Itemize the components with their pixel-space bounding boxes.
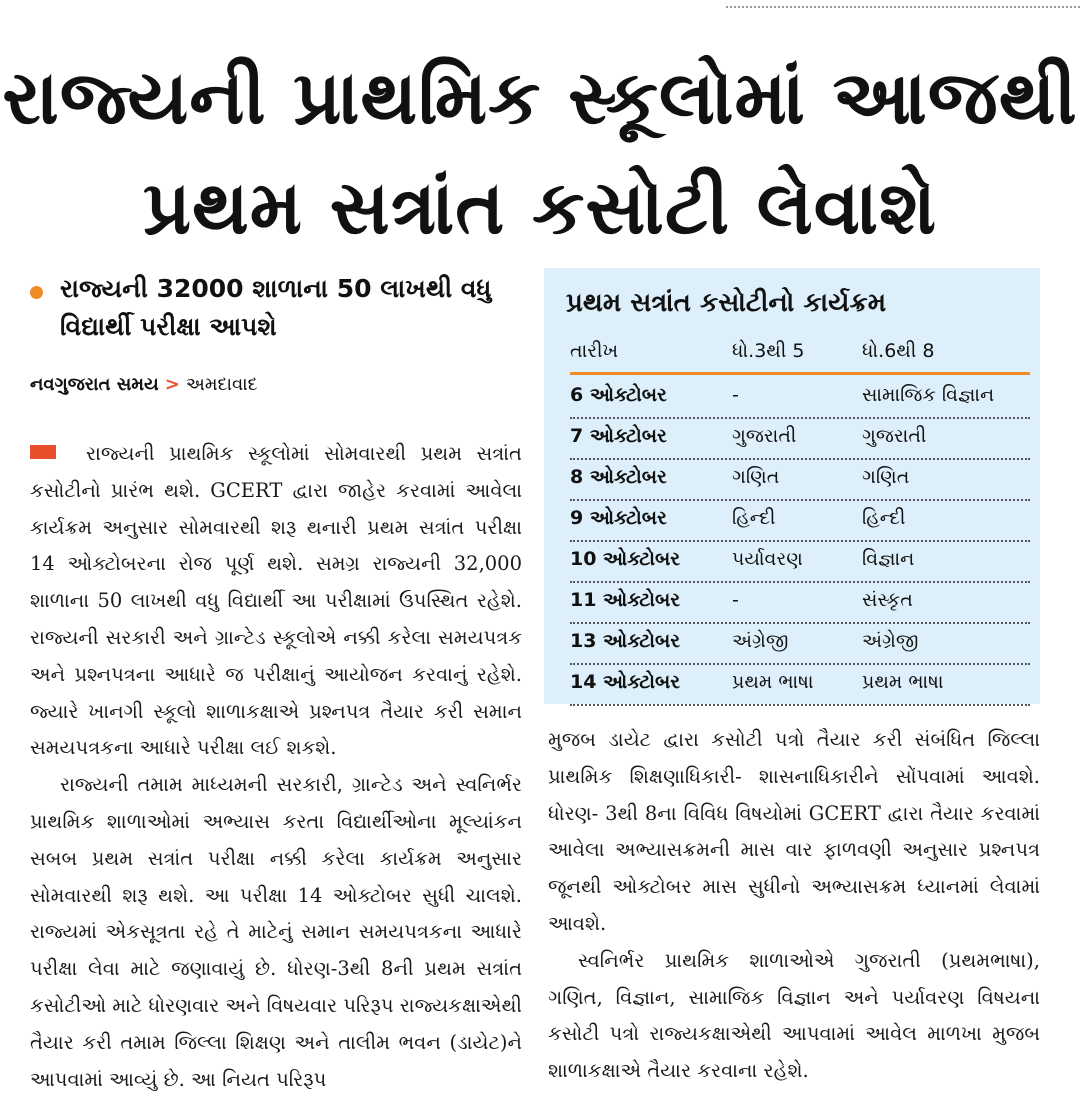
row-subject-3-5: અંગ્રેજી: [732, 630, 789, 652]
row-subject-6-8: ગુજરાતી: [862, 425, 927, 447]
header-date: તારીખ: [570, 340, 619, 362]
row-subject-6-8: વિજ્ઞાન: [862, 548, 915, 570]
byline-source: નવગુજરાત સમય: [30, 374, 159, 395]
row-date: 11 ઓક્ટોબર: [570, 589, 681, 611]
row-subject-3-5: ગુજરાતી: [732, 425, 797, 447]
table-row: [570, 581, 1030, 624]
table-row: [570, 417, 1030, 460]
article-column-2: [548, 722, 1040, 1090]
subheadline: રાજ્યની 32000 શાળાના 50 લાખથી વધુ વિદ્યાર્થી પરીક્ષા આપશે: [60, 274, 492, 341]
row-subject-6-8: પ્રથમ ભાષા: [862, 671, 944, 693]
table-row: [570, 458, 1030, 501]
table-row: [570, 376, 1030, 419]
row-subject-6-8: હિન્દી: [862, 507, 906, 529]
top-dotted-rule: [726, 0, 1080, 8]
row-date: 9 ઓક્ટોબર: [570, 507, 667, 529]
schedule-title: પ્રથમ સત્રાંત કસોટીનો કાર્યક્રમ: [566, 288, 887, 318]
header-std-3-5: ધો.3થી 5: [732, 340, 805, 362]
row-subject-3-5: પ્રથમ ભાષા: [732, 671, 814, 693]
row-subject-3-5: -: [732, 589, 739, 611]
table-row: [570, 499, 1030, 542]
headline-line-1: રાજ્યની પ્રાથમિક સ્કૂલોમાં આજથી: [2, 55, 1078, 141]
table-row: [570, 663, 1030, 706]
table-row: [570, 622, 1030, 665]
row-date: 6 ઓક્ટોબર: [570, 384, 667, 406]
paragraph: મુજબ ડાયેટ દ્વારા કસોટી પત્રો તૈયાર કરી સંબંધિત જિલ્લા પ્રાથમિક શિક્ષણાધિકારી- શાસનાધિકારીને સોંપવામાં આવશે. ધોરણ- 3થી 8ના વિવિધ વિષયોમાં GCERT દ્વારા તૈયાર કરવામાં આવેલા અભ્યાસક્રમની માસ વાર ફાળવણી અનુસાર પ્રશ્નપત્ર જૂનથી ઓક્ટોબર માસ સુધીનો અભ્યાસક્રમ ધ્યાનમાં લેવામાં આવશે.: [548, 728, 1040, 935]
row-subject-6-8: ગણિત: [862, 466, 910, 488]
paragraph: [30, 436, 522, 767]
row-subject-3-5: હિન્દી: [732, 507, 776, 529]
article-column-1: [30, 436, 522, 1098]
row-date: 7 ઓક્ટોબર: [570, 425, 667, 447]
row-subject-3-5: ગણિત: [732, 466, 780, 488]
row-date: 13 ઓક્ટોબર: [570, 630, 681, 652]
table-row: [570, 540, 1030, 583]
chevron-right-icon: >: [164, 374, 180, 395]
row-subject-3-5: પર્યાવરણ: [732, 548, 803, 570]
paragraph: રાજ્યની તમામ માધ્યમની સરકારી, ગ્રાન્ટેડ અને સ્વનિર્ભર પ્રાથમિક શાળાઓમાં અભ્યાસ કરતા વિદ્યાર્થીઓના મૂલ્યાંકન સબબ પ્રથમ સત્રાંત પરીક્ષા નક્કી કરેલા કાર્યક્રમ અનુસાર સોમવારથી શરૂ થશે. આ પરીક્ષા 14 ઓક્ટોબર સુધી ચાલશે. રાજ્યમાં એકસૂત્રતા રહે તે માટેનું સમાન સમયપત્રકના આધારે પરીક્ષા લેવા માટે જણાવાયું છે. ધોરણ-3થી 8ની પ્રથમ સત્રાંત કસોટીઓ માટે ધોરણવાર અને વિષયવાર પરિરૂપ રાજ્યકક્ષાએથી તૈયાર કરી તમામ જિલ્લા શિક્ષણ અને તાલીમ ભવન (ડાયેટ)ને આપવામાં આવ્યું છે. આ નિયત પરિરૂપ: [30, 773, 522, 1091]
header-std-6-8: ધો.6થી 8: [862, 340, 935, 362]
row-subject-6-8: સામાજિક વિજ્ઞાન: [862, 384, 995, 406]
row-date: 14 ઓક્ટોબર: [570, 671, 681, 693]
byline: [30, 374, 258, 395]
paragraph: સ્વનિર્ભર પ્રાથમિક શાળાઓએ ગુજરાતી (પ્રથમભાષા), ગણિત, વિજ્ઞાન, સામાજિક વિજ્ઞાન અને પર્યાવરણ વિષયના કસોટી પત્રો રાજ્યકક્ષાએથી આપવામાં આવેલ માળખા મુજબ શાળાકક્ષાએ તૈયાર કરવાના રહેશે.: [548, 948, 1040, 1083]
paragraph-text: રાજ્યની પ્રાથમિક સ્કૂલોમાં સોમવારથી પ્રથમ સત્રાંત કસોટીનો પ્રારંભ થશે. GCERT દ્વારા જાહેર કરવામાં આવેલા કાર્યક્રમ અનુસાર સોમવારથી શરૂ થનારી પ્રથમ સત્રાંત પરીક્ષા 14 ઓક્ટોબરના રોજ પૂર્ણ થશે. સમગ્ર રાજ્યની 32,000 શાળાના 50 લાખથી વધુ વિદ્યાર્થી આ પરીક્ષામાં ઉપસ્થિત રહેશે. રાજ્યની સરકારી અને ગ્રાન્ટેડ સ્કૂલોએ નક્કી કરેલા સમયપત્રક અને પ્રશ્નપત્રના આધારે જ પરીક્ષાનું આયોજન કરવાનું રહેશે. જ્યારે ખાનગી સ્કૂલો શાળાકક્ષાએ પ્રશ્નપત્ર તૈયાર કરી સમાન સમયપત્રકના આધારે પરીક્ષા લઈ શકશે.: [30, 442, 522, 760]
row-subject-3-5: -: [732, 384, 739, 406]
row-date: 10 ઓક્ટોબર: [570, 548, 681, 570]
paragraph-marker: [30, 445, 56, 459]
bullet-icon: [30, 286, 43, 299]
row-date: 8 ઓક્ટોબર: [570, 466, 667, 488]
exam-schedule-box: [544, 268, 1040, 704]
schedule-header-row: [570, 340, 1030, 375]
byline-city: અમદાવાદ: [185, 374, 258, 395]
row-subject-6-8: સંસ્કૃત: [862, 589, 913, 611]
row-subject-6-8: અંગ્રેજી: [862, 630, 919, 652]
headline-line-2: પ્રથમ સત્રાંત કસોટી લેવાશે: [142, 165, 938, 251]
